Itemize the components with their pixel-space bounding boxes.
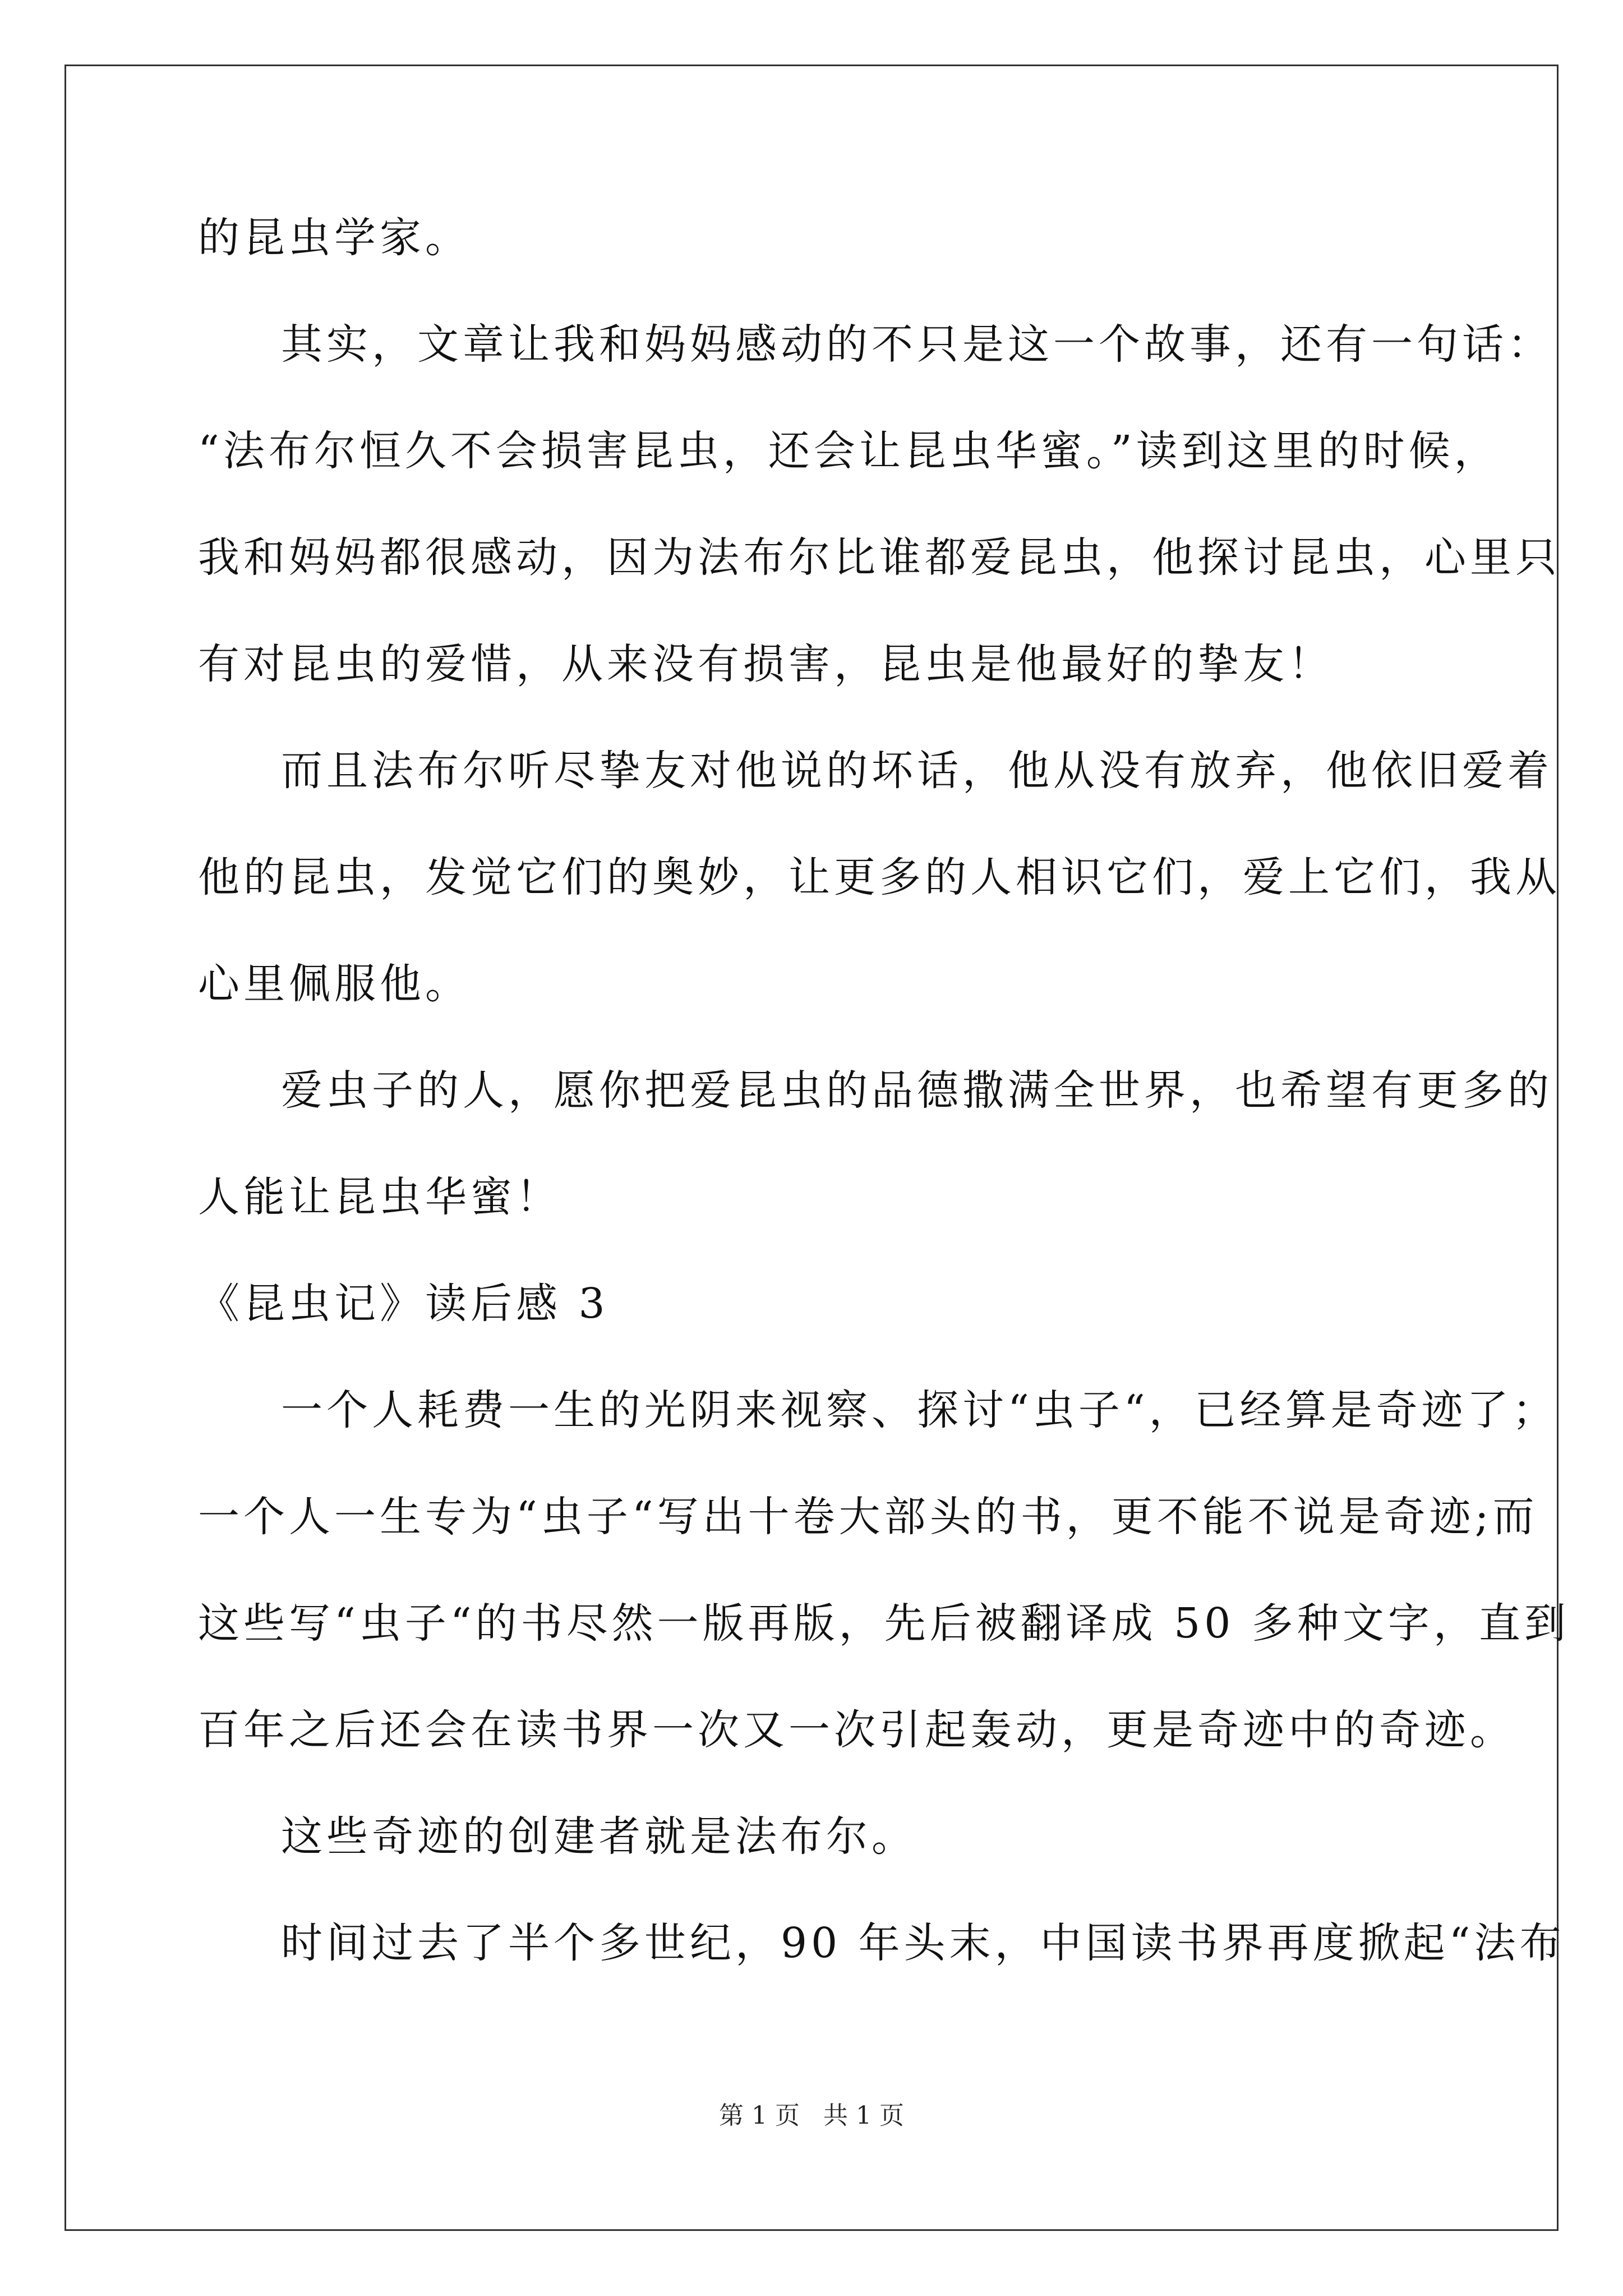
text-line: 一个人耗费一生的光阴来视察、探讨“虫子“，已经算是奇迹了；: [281, 1386, 1558, 1434]
text-line: 有对昆虫的爱惜，从来没有损害，昆虫是他最好的挚友！: [198, 640, 1334, 688]
page-total: 共 1 页: [823, 2101, 904, 2130]
text-line: “法布尔恒久不会损害昆虫，还会让昆虫华蜜。”读到这里的时候，: [198, 427, 1500, 475]
text-line: 这些奇迹的创建者就是法布尔。: [281, 1812, 917, 1861]
text-line: 我和妈妈都很感动，因为法布尔比谁都爱昆虫，他探讨昆虫，心里只: [198, 533, 1561, 582]
text-line: 人能让昆虫华蜜！: [198, 1173, 561, 1221]
text-line: 他的昆虫，发觉它们的奥妙，让更多的人相识它们，爱上它们，我从: [198, 853, 1561, 901]
text-line: 一个人一生专为“虫子“写出十卷大部头的书，更不能不说是奇迹;而: [198, 1493, 1538, 1541]
text-line: 其实，文章让我和妈妈感动的不只是这一个故事，还有一句话：: [281, 320, 1553, 369]
page-number: 第 1 页: [719, 2101, 800, 2130]
section-heading: 《昆虫记》读后感 3: [198, 1280, 609, 1328]
text-line: 心里佩服他。: [198, 960, 471, 1008]
document-body: [198, 206, 1570, 2018]
text-line: 百年之后还会在读书界一次又一次引起轰动，更是奇迹中的奇迹。: [198, 1706, 1515, 1754]
page-footer: [0, 2095, 1623, 2131]
text-line: 爱虫子的人，愿你把爱昆虫的品德撒满全世界，也希望有更多的: [281, 1066, 1553, 1115]
text-line: 这些写“虫子“的书尽然一版再版，先后被翻译成 50 多种文字，直到: [198, 1599, 1570, 1648]
text-line: 的昆虫学家。: [198, 214, 471, 262]
text-line: 而且法布尔听尽挚友对他说的坏话，他从没有放弃，他依旧爱着: [281, 747, 1553, 795]
text-line: 时间过去了半个多世纪，90 年头末，中国读书界再度掀起“法布: [281, 1919, 1565, 1967]
